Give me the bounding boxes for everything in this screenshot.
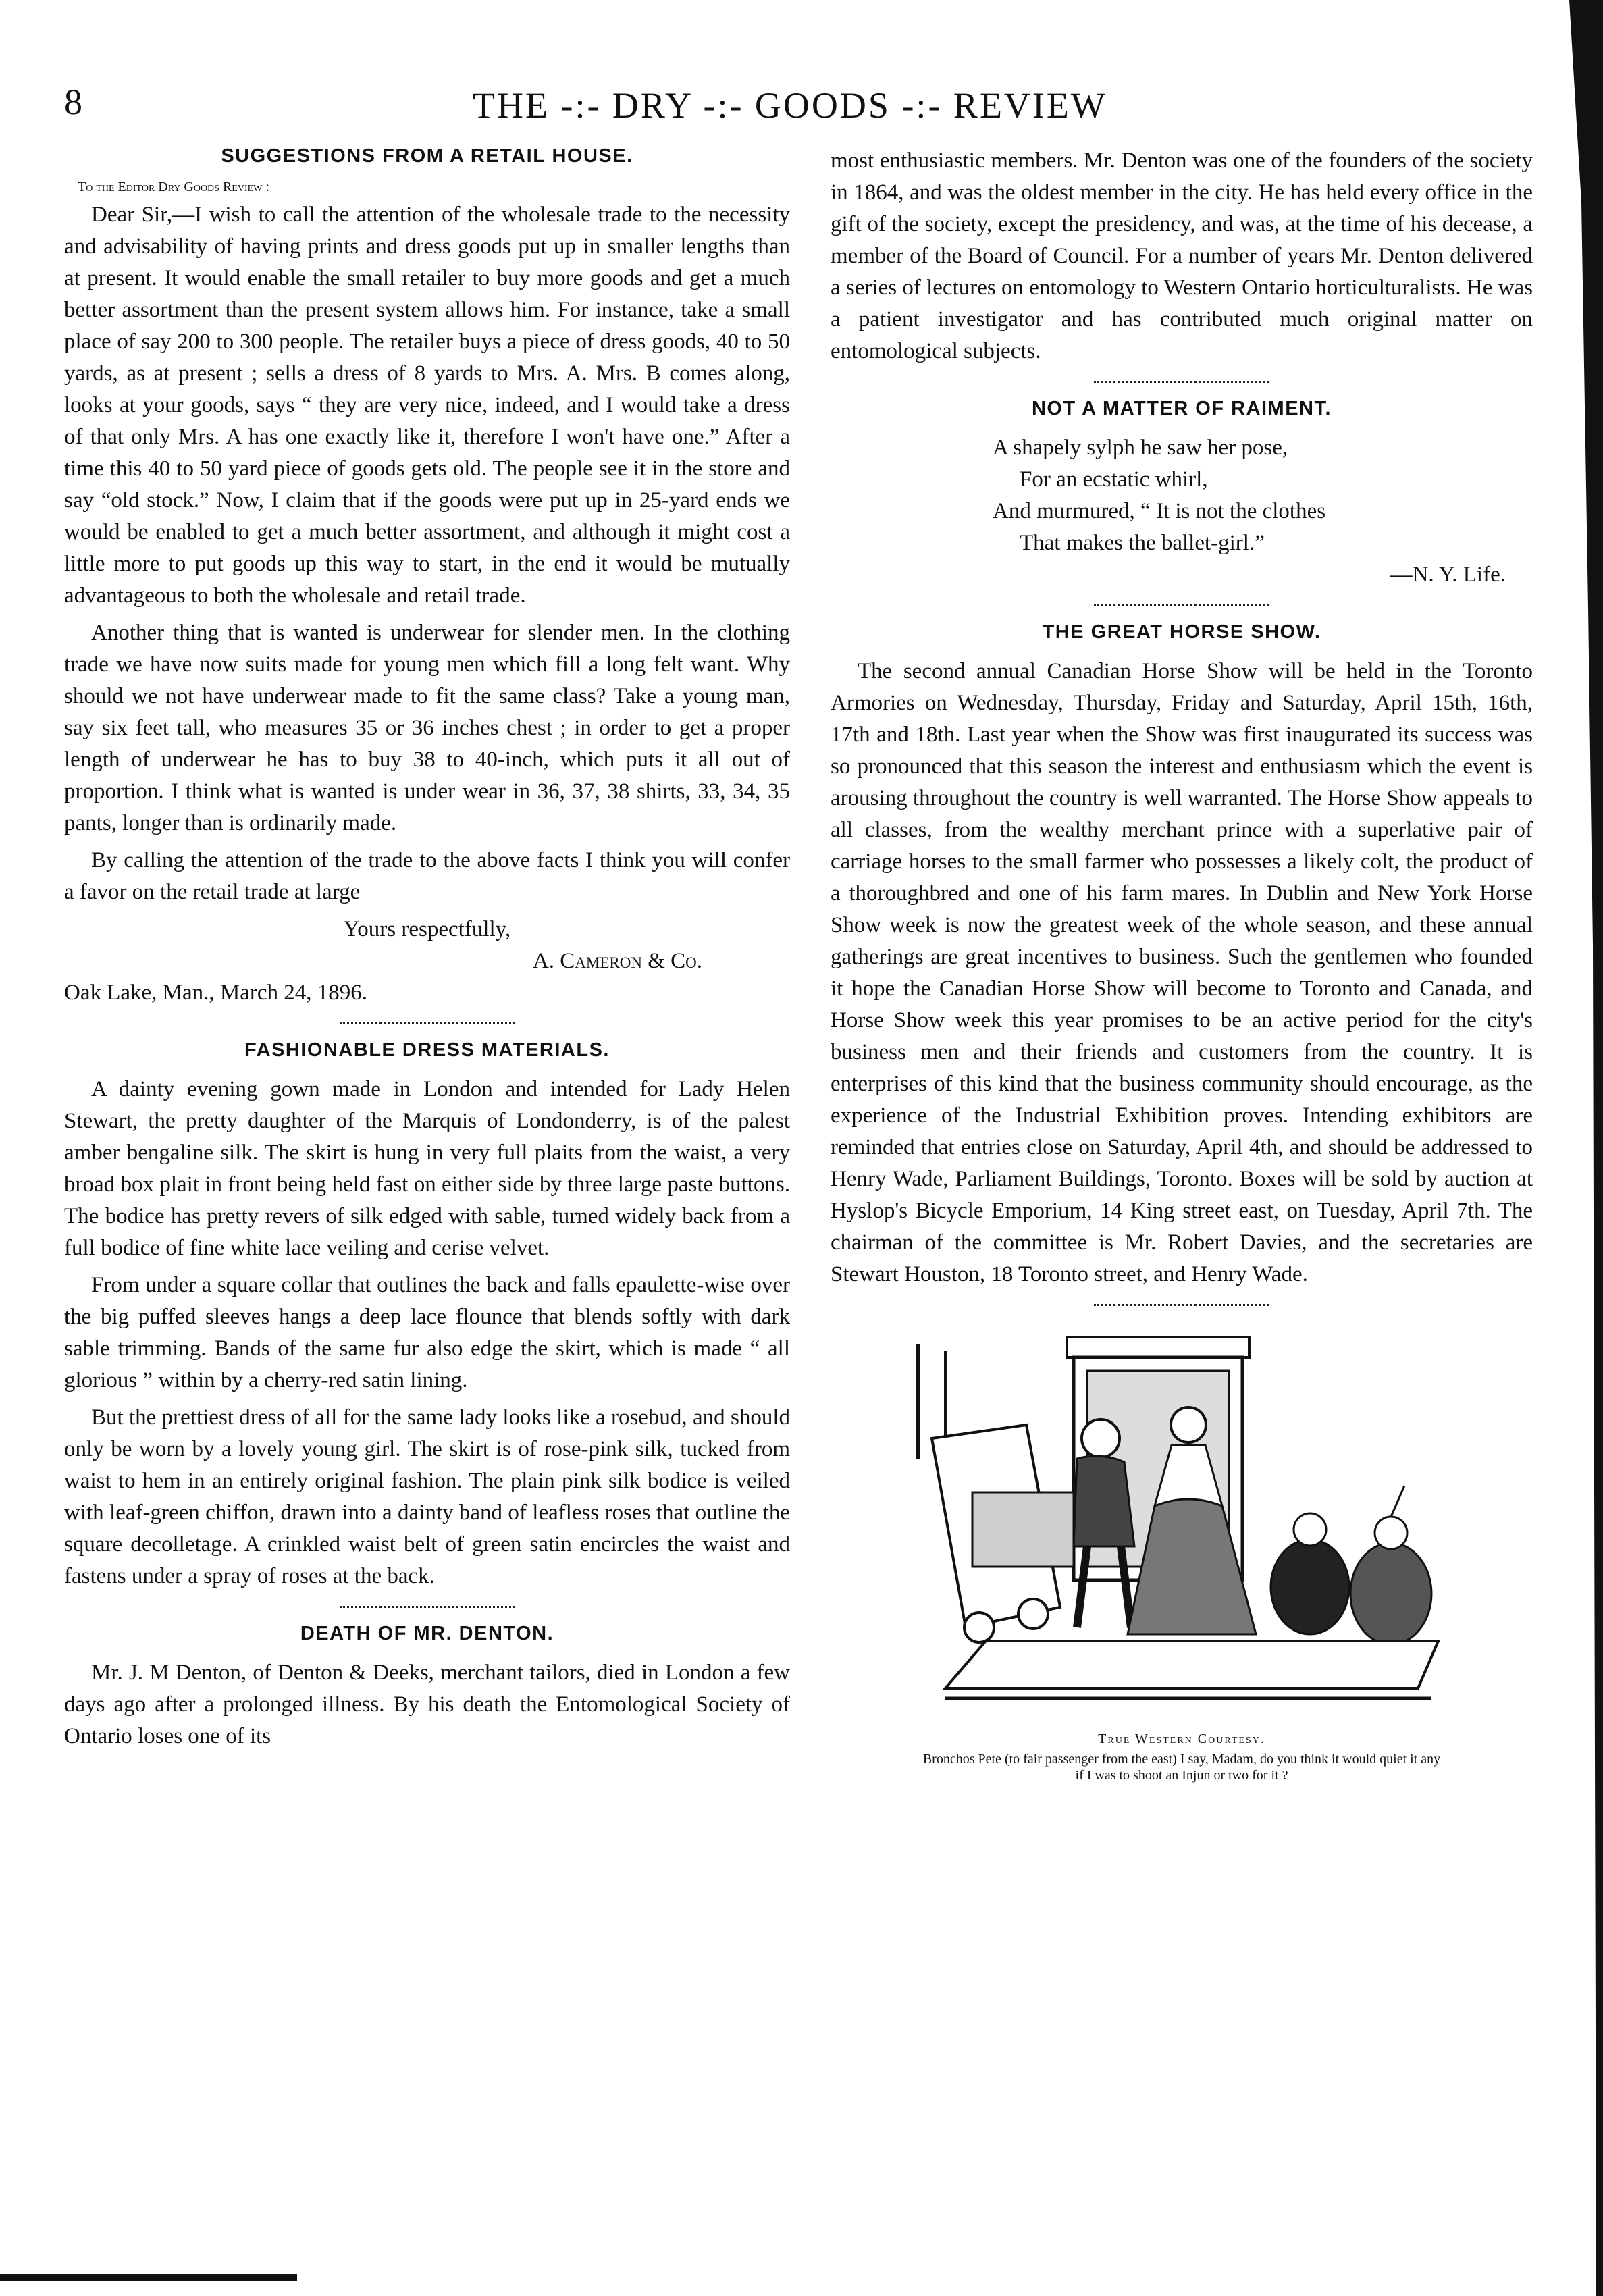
binding-edge [1556, 0, 1603, 2296]
poem [993, 432, 1533, 559]
paragraph: But the prettiest dress of all for the same lady looks like a rosebud, and should only be worn by a lovely young girl. The skirt is of rose-pink silk, tucked from waist to hem in an entirely original fashion. The plain pink silk bodice is veiled with leaf-green chiffon, drawn into a dainty band of leafless roses that outline the square decolletage. A crinkled waist belt of green satin encircles the waist and fastens under a spray of roses at the back. [64, 1405, 790, 1588]
left-column [64, 145, 790, 1758]
article-suggestions [64, 145, 790, 1009]
article-fashionable [64, 1039, 790, 1592]
paragraph-continued: most enthusiastic members. Mr. Denton was one of the founders of the society in 1864, and was the oldest member in the city. He has held every office in the gift of the society, except the presidency, and was, at the time of his decease, a member of the Board of Council. For a number of years Mr. Denton delivered a series of lectures on entomology to Western Ontario horticulturalists. He was a patient investigator and has contributed much original matter on entomological subjects. [831, 149, 1533, 363]
paragraph: Dear Sir,—I wish to call the attention of the wholesale trade to the necessity and advisability of having prints and dress goods put up in smaller lengths than at present. It would enable the small retailer to buy more goods and get a much better assortment than the present system allows him. For instance, take a small place of say 200 to 300 people. The retailer buys a piece of dress goods, 40 to 50 yards, as at present ; sells a dress of 8 yards to Mrs. A. Mrs. B comes along, looks at your goods, says “ they are very nice, indeed, and I would take a dress of that only Mrs. A has one exactly like it, therefore I won't have one.” After a time this 40 to 50 yard piece of goods gets old. The people see it in the store and say “old stock.” Now, I claim that if the goods were put up in 25-yard ends we would be enabled to get a much better assortment, and although it might cost a little more to put goods up this way to start, in the end it would be mutually advantageous to both the wholesale and retail trade. [64, 203, 790, 608]
cartoon-drawing [905, 1324, 1459, 1722]
section-divider [340, 1022, 515, 1024]
running-title: THE -:- DRY -:- GOODS -:- REVIEW [473, 85, 1107, 126]
paragraph: By calling the attention of the trade to the above facts I think you will confer a favor on the retail trade at large [64, 848, 790, 904]
section-divider [1094, 1304, 1269, 1306]
article-raiment [831, 398, 1533, 591]
article-heading: THE GREAT HORSE SHOW. [1042, 621, 1321, 643]
letter-signature: A. Cameron & Co. [532, 949, 702, 973]
poem-line: That makes the ballet-girl.” [1020, 531, 1265, 555]
paragraph: Another thing that is wanted is underwear for slender men. In the clothing trade we have now suits made for young men which fill a long felt want. Why should we not have underwear made to fit the same class? Take a young man, say six feet tall, who measures 35 or 36 inches chest ; in order to get a proper length of underwear he has to buy 38 to 40-inch, which puts it all out of proportion. I think what is wanted is under wear in 36, 37, 38 shirts, 33, 34, 35 pants, longer than is ordinarily made. [64, 621, 790, 835]
right-column [831, 145, 1533, 1783]
letter-place-date: Oak Lake, Man., March 24, 1896. [64, 981, 368, 1005]
article-horse-show [831, 621, 1533, 1290]
section-divider [340, 1606, 515, 1608]
scan-artifact-bar [0, 2274, 297, 2281]
salutation: To the Editor Dry Goods Review : [78, 180, 269, 194]
page-number: 8 [64, 82, 82, 122]
poem-line: A shapely sylph he saw her pose, [993, 436, 1288, 460]
article-heading: NOT A MATTER OF RAIMENT. [1031, 398, 1332, 419]
article-heading: FASHIONABLE DRESS MATERIALS. [244, 1039, 610, 1061]
paragraph: Mr. J. M Denton, of Denton & Deeks, merchant tailors, died in London a few days ago after a prolonged illness. By his death the Entomological Society of Ontario loses one of its [64, 1661, 790, 1748]
paragraph: The second annual Canadian Horse Show will be held in the Toronto Armories on Wednesday, Thursday, Friday and Saturday, April 15th, 16th, 17th and 18th. Last year when the Show was first inaugurated its success was so pronounced that this season the interest and enthusiasm which the event is arousing throughout the country is well warranted. The Horse Show appeals to all classes, from the wealthy merchant prince with a superlative pair of carriage horses to the small farmer who possesses a likely colt, the product of a thoroughbred and one of his farm mares. In Dublin and New York Horse Show week is now the greatest week of the whole season, and these annual gatherings are great incentives to business. Such the gentlemen who founded it hope the Canadian Horse Show will become to Toronto and Canada, and Horse Show week this year promises to be an active period for the city's business men and their friends and customers from the country. It is enterprises of this kind that the business community should encourage, as the experience of the Industrial Exhibition proves. Intending exhibitors are reminded that entries close on Saturday, April 4th, and should be addressed to Henry Wade, Parliament Buildings, Toronto. Boxes will be sold by auction at Hyslop's Bicycle Emporium, 14 King street east, on Tuesday, April 7th. The chairman of the committee is Mr. Robert Davies, and the secretaries are Stewart Houston, 18 Toronto street, and Henry Wade. [831, 659, 1533, 1286]
poem-line: And murmured, “ It is not the clothes [993, 499, 1326, 523]
caption-title: True Western Courtesy. [1098, 1731, 1265, 1746]
paragraph: A dainty evening gown made in London and intended for Lady Helen Stewart, the pretty daughter of the Marquis of Londonderry, is of the palest amber bengaline silk. The skirt is hung in very full plaits from the waist, a very broad box plait in front being held fast on either side by three large paste buttons. The bodice has pretty revers of silk edged with sable, turned widely back from a full bodice of fine white lace veiling and cerise velvet. [64, 1077, 790, 1260]
article-denton [64, 1623, 790, 1752]
caption-text: Bronchos Pete (to fair passenger from the east) I say, Madam, do you think it would quiet it any if I was to shoot an Injun or two for it ? [922, 1752, 1441, 1783]
poem-line: For an ecstatic whirl, [1020, 467, 1208, 492]
article-heading: SUGGESTIONS FROM A RETAIL HOUSE. [221, 145, 633, 167]
section-divider [1094, 381, 1269, 383]
article-heading: DEATH OF MR. DENTON. [300, 1623, 554, 1644]
poem-attribution: —N. Y. Life. [1390, 563, 1506, 587]
cartoon-illustration [905, 1324, 1459, 1783]
letter-closing: Yours respectfully, [343, 917, 511, 941]
paragraph: From under a square collar that outlines the back and falls epaulette-wise over the big puffed sleeves hangs a deep lace flounce that blends softly with dark sable trimming. Bands of the same fur also edge the skirt, which is made “ all glorious ” within by a cherry-red satin lining. [64, 1273, 790, 1392]
section-divider [1094, 604, 1269, 606]
